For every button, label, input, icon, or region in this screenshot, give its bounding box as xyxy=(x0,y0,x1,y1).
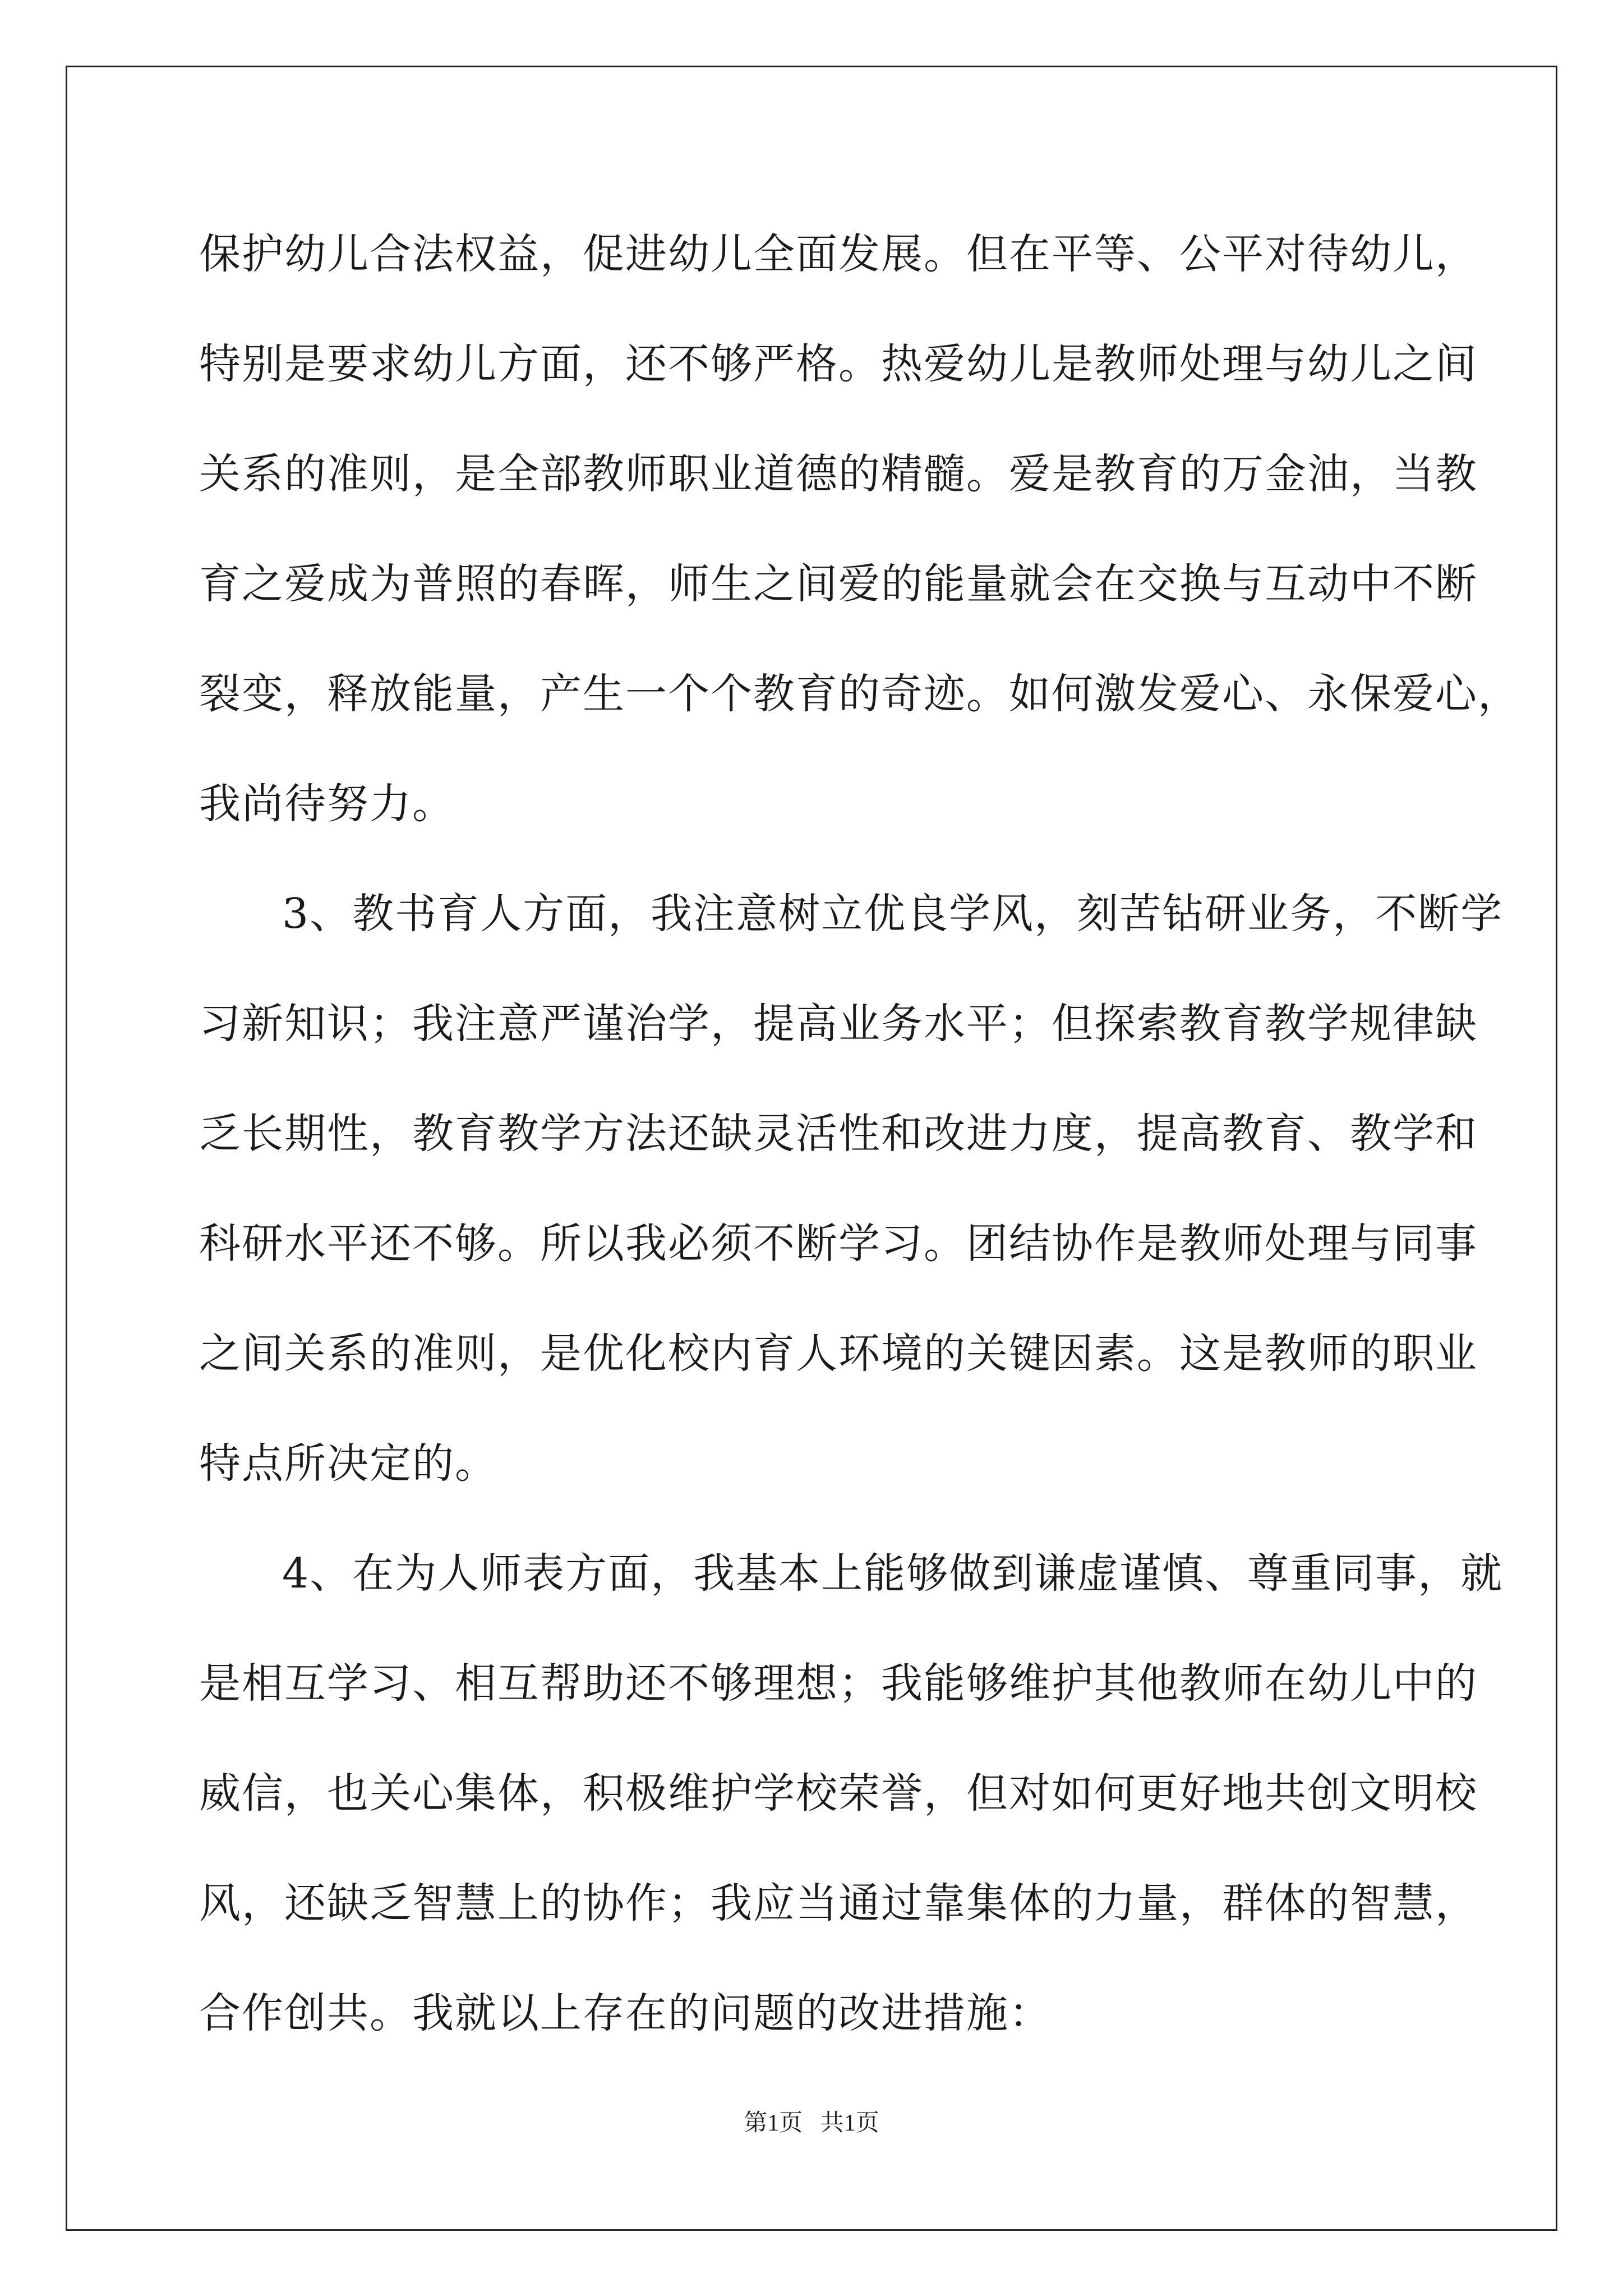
total-pages: 共1页 xyxy=(820,2110,879,2136)
text-line: 科研水平还不够。所以我必须不断学习。团结协作是教师处理与同事 xyxy=(199,1220,1478,1268)
text-line: 裂变，释放能量，产生一个个教育的奇迹。如何激发爱心、永保爱心， xyxy=(199,670,1520,718)
paragraph-3 xyxy=(199,1519,1504,2068)
paragraph-1 xyxy=(199,199,1520,859)
text-line: 特点所决定的。 xyxy=(199,1439,497,1488)
page-number: 第1页 xyxy=(744,2110,803,2136)
text-line: 特别是要求幼儿方面，还不够严格。热爱幼儿是教师处理与幼儿之间 xyxy=(199,340,1478,388)
text-line: 3、教书育人方面，我注意树立优良学风，刻苦钻研业务，不断学 xyxy=(282,890,1504,938)
text-line: 之间关系的准则，是优化校内育人环境的关键因素。这是教师的职业 xyxy=(199,1329,1478,1378)
paragraph-2 xyxy=(199,859,1504,1519)
text-line: 育之爱成为普照的春晖，师生之间爱的能量就会在交换与互动中不断 xyxy=(199,560,1478,608)
text-line: 风，还缺乏智慧上的协作；我应当通过靠集体的力量，群体的智慧， xyxy=(199,1879,1478,1927)
text-line: 威信，也关心集体，积极维护学校荣誉，但对如何更好地共创文明校 xyxy=(199,1769,1478,1818)
text-line: 4、在为人师表方面，我基本上能够做到谦虚谨慎、尊重同事，就 xyxy=(282,1549,1504,1598)
text-line: 习新知识；我注意严谨治学，提高业务水平；但探索教育教学规律缺 xyxy=(199,1000,1478,1048)
text-line: 关系的准则，是全部教师职业道德的精髓。爱是教育的万金油，当教 xyxy=(199,450,1478,498)
text-line: 乏长期性，教育教学方法还缺灵活性和改进力度，提高教育、教学和 xyxy=(199,1110,1478,1158)
text-line: 我尚待努力。 xyxy=(199,780,455,828)
page-footer xyxy=(0,2106,1623,2140)
text-line: 合作创共。我就以上存在的问题的改进措施： xyxy=(199,1989,1052,2037)
text-line: 保护幼儿合法权益，促进幼儿全面发展。但在平等、公平对待幼儿， xyxy=(199,230,1478,278)
document-body xyxy=(199,199,1520,2068)
text-line: 是相互学习、相互帮助还不够理想；我能够维护其他教师在幼儿中的 xyxy=(199,1659,1478,1708)
